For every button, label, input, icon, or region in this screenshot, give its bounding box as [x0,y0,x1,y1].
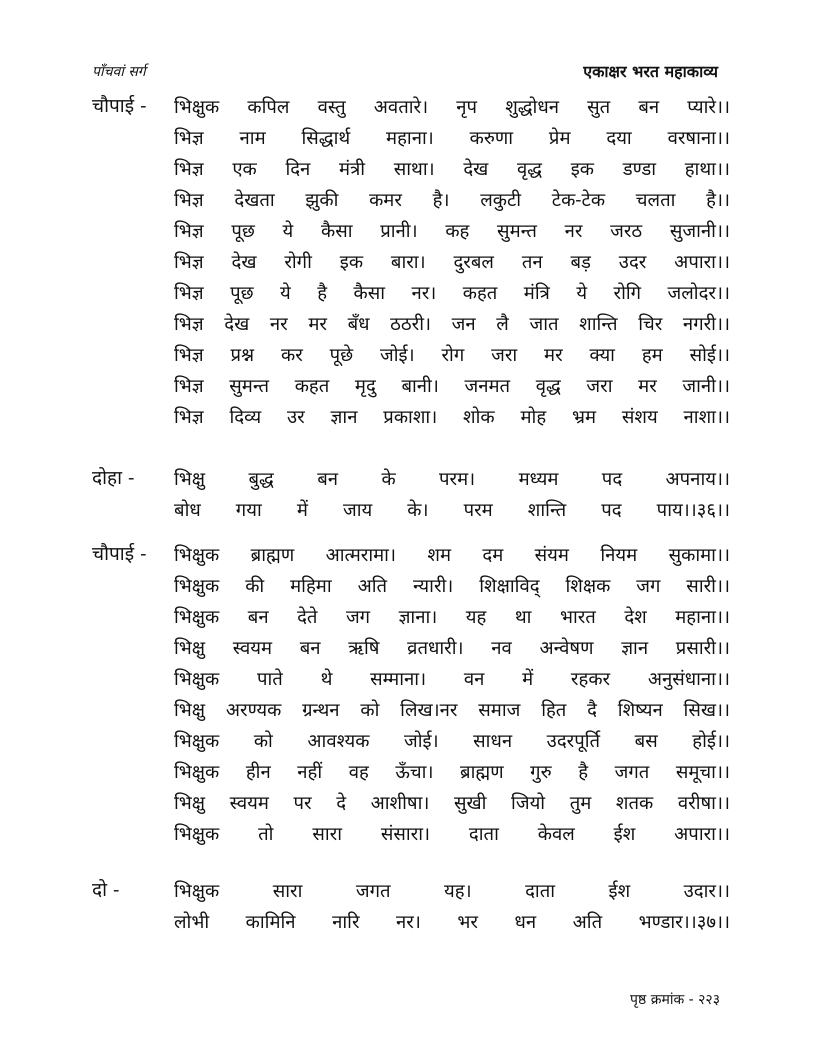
verse-line: भिक्षुक तो सारा संसारा। दाता केवल ईश अपारा।। [174,824,730,845]
doha-section-1 [92,464,732,526]
verse-line: भिक्षु बुद्ध बन के परम। मध्यम पद अपनाय।। [174,469,730,490]
verse-line: भिज्ञ पूछ ये है कैसा नर। कहत मंत्रि ये रोगि जलोदर।। [174,283,730,304]
section-label: चौपाई - [92,543,147,565]
section-label: दोहा - [92,467,135,489]
section-label: दो - [92,879,120,901]
verse-line: भिक्षु स्वयम पर दे आशीषा। सुखी जियो तुम शतक वरीषा।। [174,793,730,814]
page-number: पृष्ठ क्रमांक - २२३ [630,992,720,1008]
verse-line: भिक्षुक कपिल वस्तु अवतारे। नृप शुद्धोधन सुत बन प्यारे।। [174,97,730,118]
verse-line: भिज्ञ देखता झुकी कमर है। लकुटी टेक-टेक चलता है।। [174,190,730,211]
verse-line: भिक्षु स्वयम बन ऋषि व्रतधारी। नव अन्वेषण ज्ञान प्रसारी।। [174,638,730,659]
verse-line: बोध गया में जाय के। परम शान्ति पद पाय।।३६।। [174,500,730,521]
chaupai-section-1 [92,92,732,433]
chaupai-section-2 [92,540,732,850]
section-label: चौपाई - [92,95,147,117]
verse-line: भिक्षुक पाते थे सम्माना। वन में रहकर अनुसंधाना।। [174,669,730,690]
verse-line: भिक्षुक सारा जगत यह। दाता ईश उदार।। [174,881,730,902]
verse-line: भिज्ञ देख नर मर बँध ठठरी। जन लै जात शान्ति चिर नगरी।। [174,314,730,335]
verse-line: भिज्ञ दिव्य उर ज्ञान प्रकाशा। शोक मोह भ्रम संशय नाशा।। [174,407,730,428]
verse-line: लोभी कामिनि नारि नर। भर धन अति भण्डार।।३७।। [174,912,730,933]
verse-line: भिज्ञ नाम सिद्धार्थ महाना। करुणा प्रेम दया वरषाना।। [174,128,730,149]
verse-line: भिज्ञ प्रश्न कर पूछे जोई। रोग जरा मर क्या हम सोई।। [174,345,730,366]
verse-line: भिज्ञ देख रोगी इक बारा। दुरबल तन बड़ उदर अपारा।। [174,252,730,273]
verse-line: भिज्ञ एक दिन मंत्री साथा। देख वृद्ध इक डण्डा हाथा।। [174,159,730,180]
verse-line: भिक्षुक को आवश्यक जोई। साधन उदरपूर्ति बस होई।। [174,731,730,752]
verse-line: भिक्षु अरण्यक ग्रन्थन को लिख।नर समाज हित दै शिष्यन सिख।। [174,700,730,721]
book-title: एकाक्षर भरत महाकाव्य [583,62,718,81]
verse-line: भिज्ञ सुमन्त कहत मृदु बानी। जनमत वृद्ध जरा मर जानी।। [174,376,730,397]
verse-line: भिक्षुक हीन नहीं वह ऊँचा। ब्राह्मण गुरु है जगत समूचा।। [174,762,730,783]
chapter-title: पाँचवां सर्ग [92,64,146,80]
verse-line: भिक्षुक बन देते जग ज्ञाना। यह था भारत देश महाना।। [174,607,730,628]
verse-line: भिज्ञ पूछ ये कैसा प्रानी। कह सुमन्त नर जरठ सुजानी।। [174,221,730,242]
verse-line: भिक्षुक ब्राह्मण आत्मरामा। शम दम संयम नियम सुकामा।। [174,545,730,566]
verse-line: भिक्षुक की महिमा अति न्यारी। शिक्षाविद् शिक्षक जग सारी।। [174,576,730,597]
doha-section-2 [92,876,732,938]
